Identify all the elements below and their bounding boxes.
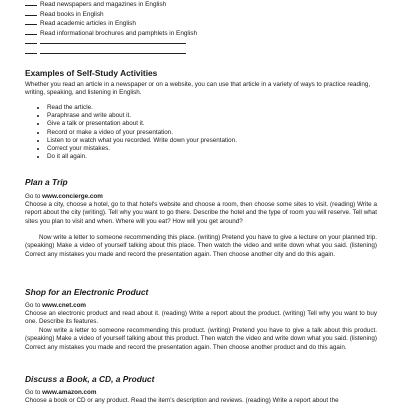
goto-prefix: Go to [25,302,43,309]
activity-item: • Read the article. [47,104,377,112]
checklist-item [25,29,197,39]
activity-item: • Do it all again. [47,153,377,161]
website-link[interactable]: www.cnet.com [42,302,87,309]
section-title-plan-trip: Plan a Trip [25,177,68,187]
checklist-item-empty [25,38,197,48]
blank-line [25,38,37,44]
section-paragraph: Choose a book or CD or any product. Read the item's description and reviews. (reading) Write a report about the [25,397,339,404]
checklist-item-label: Read books in English [40,10,104,18]
activity-item: • Listen to or watch what you recorded. Write down your presentation. [47,137,377,145]
section-paragraph: Choose a city, choose a hotel, go to that hotel's website and choose a room, then choose some sites to visit. (reading) Write a report about the city (writing). Tell why you want to go there. Describe the hotel and the type of room you will reserve. Tell what sites you plan to visit and when. Where will you eat? How will you get around? [25,201,377,225]
goto-line [25,193,103,200]
checklist-item-empty [25,48,197,58]
activity-item: • Give a talk or presentation about it. [47,120,377,128]
examples-intro: Whether you read an article in a newspaper or on a website, you can use that article in a variety of ways to practice reading, writing, speaking, and listening in English. [25,81,371,97]
section-paragraph: Now write a letter to someone recommending this product. (writing) Pretend you have to give a talk about this product. (speaking) Make a video of yourself talking about this product. Then watch the video and write down what you said. (listening) Correct any mistakes you made and record the presentation again. Then choose another product and do this again. [25,327,377,351]
checklist-item-label: Read newspapers and magazines in English [40,1,167,8]
section-paragraph: Now write a letter to someone recommending this place. (writing) Pretend you have to give a lecture on your planned trip. (speaking) Make a video of yourself talking about this place. Then watch the video and write down what you said. (listening) Correct any mistakes you made and record the presentation again. Then choose another city and do this again. [25,234,377,258]
study-checklist [25,0,197,58]
checklist-item-label: Read academic articles in English [40,20,136,28]
blank-line [25,29,37,35]
activity-item: • Paraphrase and write about it. [47,112,377,120]
write-in-line [40,48,186,54]
blank-line [25,19,37,25]
website-link[interactable]: www.amazon.com [42,389,97,396]
activity-list [37,104,377,161]
blank-line [25,48,37,54]
goto-prefix: Go to [25,389,43,396]
checklist-item [25,19,197,29]
goto-line [25,389,97,396]
blank-line [25,0,37,6]
section-paragraph: Choose an electronic product and read about it. (reading) Write a report about the product. (writing) Tell why you want to buy one. Describe its features. [25,310,377,326]
checklist-item-label: Read informational brochures and pamphlets in English [40,29,198,37]
section-title-shop-product: Shop for an Electronic Product [25,287,149,297]
goto-line [25,302,86,309]
website-link[interactable]: www.concierge.com [42,193,103,200]
section-title-discuss-book: Discuss a Book, a CD, a Product [25,374,155,384]
checklist-item [25,10,197,20]
examples-heading: Examples of Self-Study Activities [25,68,158,78]
write-in-line [40,38,186,44]
blank-line [25,10,37,16]
checklist-item [25,0,197,10]
goto-prefix: Go to [25,193,43,200]
activity-item: • Record or make a video of your presentation. [47,129,377,137]
activity-item: • Correct your mistakes. [47,145,377,153]
